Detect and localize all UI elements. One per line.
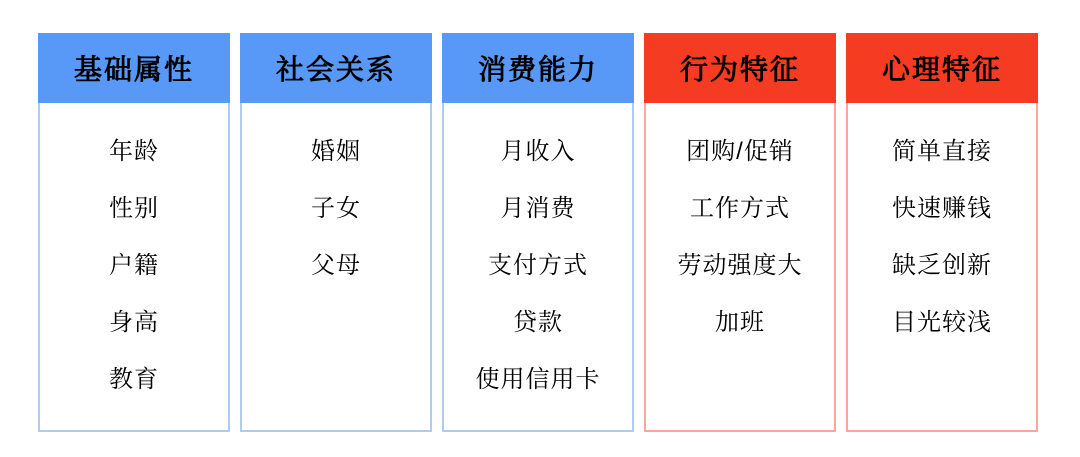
list-item: 加班: [715, 309, 765, 336]
card-title: 心理特征: [881, 54, 1002, 85]
list-item: 婚姻: [311, 138, 361, 165]
card-header: [846, 33, 1038, 103]
list-item: 月收入: [500, 138, 576, 165]
card-body: [644, 103, 836, 432]
list-item: 劳动强度大: [677, 252, 803, 279]
list-item: 教育: [109, 366, 159, 393]
attribute-card: [644, 33, 836, 432]
list-item: 缺乏创新: [892, 252, 992, 279]
attribute-card: [240, 33, 432, 432]
attribute-card: [442, 33, 634, 432]
card-title: 行为特征: [679, 54, 800, 85]
card-header: [38, 33, 230, 103]
card-header: [644, 33, 836, 103]
card-title: 基础属性: [73, 54, 194, 85]
list-item: 月消费: [500, 195, 576, 222]
list-item: 目光较浅: [892, 309, 992, 336]
list-item: 子女: [311, 195, 361, 222]
list-item: 贷款: [513, 309, 563, 336]
list-item: 支付方式: [488, 252, 588, 279]
card-title: 社会关系: [275, 54, 396, 85]
list-item: 户籍: [109, 252, 159, 279]
list-item: 性别: [109, 195, 159, 222]
list-item: 使用信用卡: [475, 366, 601, 393]
list-item: 简单直接: [892, 138, 992, 165]
list-item: 工作方式: [690, 195, 790, 222]
list-item: 父母: [311, 252, 361, 279]
card-body: [442, 103, 634, 432]
card-body: [240, 103, 432, 432]
card-header: [240, 33, 432, 103]
list-item: 快速赚钱: [892, 195, 992, 222]
card-body: [846, 103, 1038, 432]
card-title: 消费能力: [477, 54, 598, 85]
attribute-card: [38, 33, 230, 432]
card-body: [38, 103, 230, 432]
attribute-card: [846, 33, 1038, 432]
list-item: 年龄: [109, 138, 159, 165]
card-header: [442, 33, 634, 103]
list-item: 团购/促销: [686, 138, 794, 165]
list-item: 身高: [109, 309, 159, 336]
